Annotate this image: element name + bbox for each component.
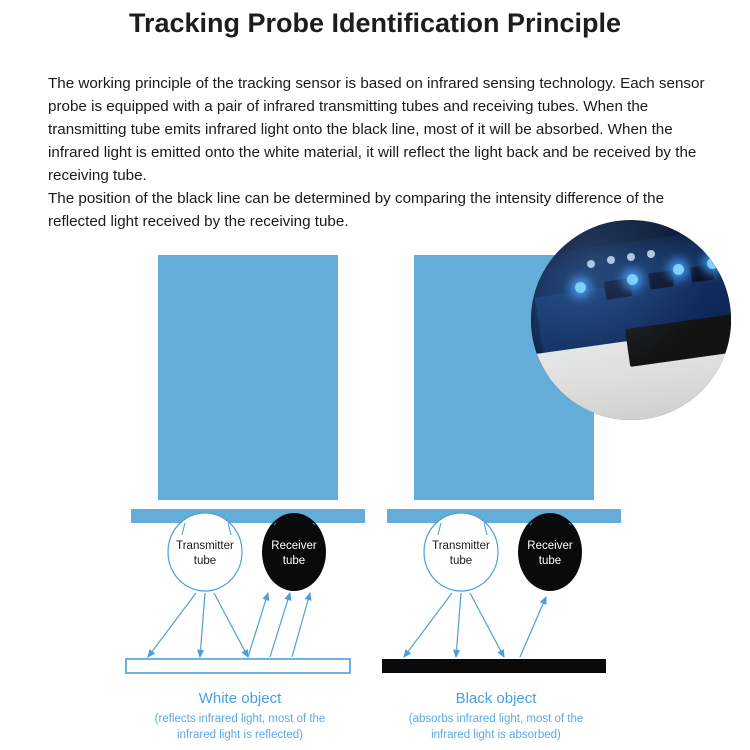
left-reflect-ray-2 [270,593,290,657]
left-reflect-ray-1 [248,593,268,657]
left-transmitter-label-line1: Transmitter [176,540,234,552]
page-title: Tracking Probe Identification Principle [128,8,622,38]
right-transmitter-label-line2: tube [449,555,473,567]
right-receiver-tube [518,513,582,591]
tracking-sensor-photo [531,220,731,420]
left-emit-ray-3 [214,593,248,657]
paragraph-1: The working principle of the tracking sensor is based on infrared sensing technology. Each sensor probe is equipped with a pair of infrared transmitting tubes and receiving tubes. When the transmitting tube emits infrared light onto the black line, most of it will be absorbed. When the infrared light is emitted onto the white material, it will reflect the light back and be received by the receiving tube. [48,75,705,184]
principle-diagram [0,225,750,750]
left-receiver-tube [262,513,326,591]
black-object [382,659,606,673]
left-caption-sub-line1: (reflects infrared light, most of the [154,713,326,725]
left-emit-ray-1 [148,593,196,657]
right-sensor-bar [387,509,621,523]
right-emit-ray-3 [470,593,504,657]
left-sensor-body [158,255,338,500]
white-object [126,659,350,673]
left-receiver-label-line2: tube [282,555,306,567]
left-receiver-label-line1: Receiver [271,540,317,552]
right-emit-ray-1 [404,593,452,657]
right-receiver-label-line2: tube [538,555,562,567]
right-reflect-ray-1 [520,597,546,657]
left-caption-title: White object [198,690,282,707]
right-caption-sub-line2: infrared light is absorbed) [431,729,561,741]
left-sensor-bar [131,509,365,523]
right-caption-sub-line1: (absorbs infrared light, most of the [408,713,584,725]
left-caption-sub-line2: infrared light is reflected) [177,729,303,741]
photo-glow-overlay [531,220,731,420]
paragraph-2: The position of the black line can be determined by comparing the intensity difference of the reflected light received by the receiving tube. [48,190,665,230]
left-transmitter-tube [168,513,242,591]
right-receiver-label-line1: Receiver [527,540,573,552]
right-transmitter-label-line1: Transmitter [432,540,490,552]
left-reflect-ray-3 [292,593,310,657]
left-transmitter-label-line2: tube [193,555,217,567]
right-emit-ray-2 [456,593,461,657]
right-transmitter-tube [424,513,498,591]
left-emit-ray-2 [200,593,205,657]
right-caption-title: Black object [455,690,537,707]
intro-text [48,72,708,233]
